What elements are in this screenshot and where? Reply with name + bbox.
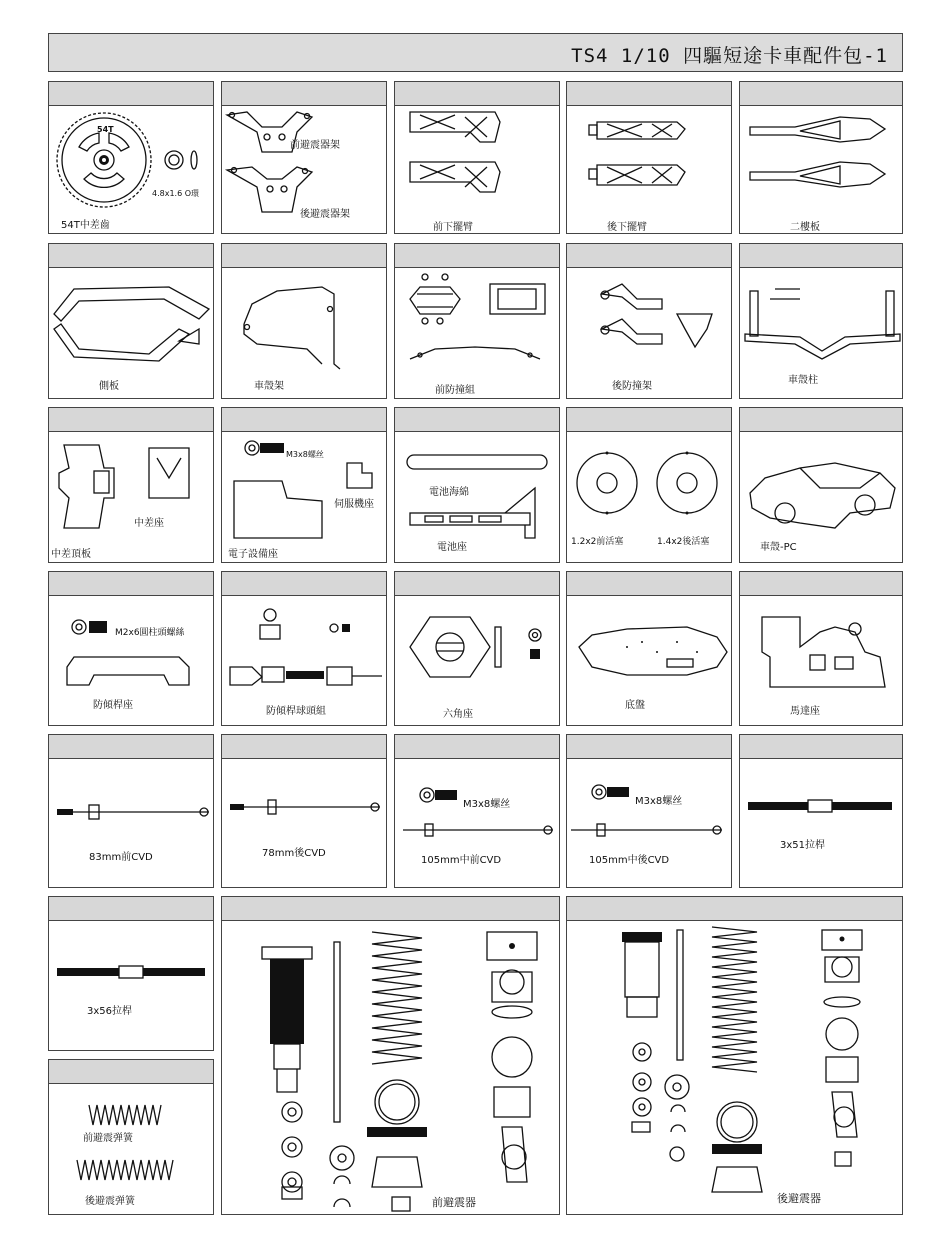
part-label: 底盤	[625, 700, 645, 711]
cvd-drawing	[49, 760, 214, 888]
part-label: 中差頂板	[51, 549, 91, 560]
card-header	[395, 244, 559, 268]
part-label: 車殼柱	[788, 375, 818, 386]
part-label: 前避震弹簧	[83, 1133, 133, 1144]
card-header	[567, 572, 731, 596]
part-label: 馬達座	[790, 706, 820, 717]
part-card-rear-bumper	[566, 243, 732, 399]
part-label: M2x6圓柱頭螺絲	[115, 628, 185, 638]
front-arm-drawing	[395, 107, 560, 234]
part-label: 後下擺臂	[607, 222, 647, 233]
card-header	[567, 735, 731, 759]
part-label: M3x8螺丝	[635, 796, 683, 807]
part-card-electronics-mount	[221, 407, 387, 563]
cvd-drawing	[395, 760, 560, 888]
center-diff-drawing	[49, 433, 214, 563]
card-header	[49, 897, 213, 921]
body-mount-drawing	[222, 269, 387, 399]
part-label: 六角座	[443, 709, 473, 720]
part-card-shock-towers	[221, 81, 387, 234]
part-label: 54T中差齒	[61, 220, 110, 231]
part-card-side-plates	[48, 243, 214, 399]
part-card-front-arms	[394, 81, 560, 234]
top-deck-drawing	[740, 107, 903, 234]
card-header	[567, 82, 731, 106]
part-card-front-bumper	[394, 243, 560, 399]
part-card-54t-gear	[48, 81, 214, 234]
page-title: TS4 1/10 四驅短途卡車配件包-1	[571, 45, 888, 67]
part-card-motor-mount	[739, 571, 903, 726]
part-card-105mm-center-front-cvd	[394, 734, 560, 888]
rear-arm-drawing	[567, 107, 732, 234]
part-label: 二樓板	[790, 222, 820, 233]
card-header	[395, 82, 559, 106]
part-label: 後防撞架	[612, 381, 652, 392]
card-header	[49, 572, 213, 596]
part-label: 1.2x2前活塞	[571, 537, 624, 547]
tie-rod-drawing	[740, 760, 903, 888]
hex-hub-drawing	[395, 597, 560, 726]
part-card-78mm-rear-cvd	[221, 734, 387, 888]
part-label: 105mm中前CVD	[421, 855, 502, 866]
part-card-body-posts	[739, 243, 903, 399]
part-label: 中差座	[134, 518, 164, 529]
part-label: 前避震器架	[290, 140, 340, 151]
card-header	[49, 1060, 213, 1084]
card-header	[567, 244, 731, 268]
part-label: 105mm中後CVD	[589, 855, 670, 866]
part-card-chassis	[566, 571, 732, 726]
card-header	[222, 82, 386, 106]
card-header	[222, 572, 386, 596]
part-card-top-deck	[739, 81, 903, 234]
cvd-drawing	[567, 760, 732, 888]
part-label: 1.4x2後活塞	[657, 537, 710, 547]
part-label: 車殼-PC	[760, 542, 797, 553]
part-label: 3x56拉桿	[87, 1006, 133, 1017]
gear-text: 54T	[97, 125, 114, 134]
part-label: 前避震器	[432, 1196, 476, 1209]
part-label: 4.8x1.6 O環	[152, 189, 200, 198]
part-card-hex-hub	[394, 571, 560, 726]
gear-drawing	[49, 107, 214, 234]
part-card-sway-bar-ball	[221, 571, 387, 726]
card-header	[49, 408, 213, 432]
part-card-body-mount	[221, 243, 387, 399]
card-header	[567, 897, 902, 921]
side-plate-drawing	[49, 269, 214, 399]
part-label: 78mm後CVD	[262, 848, 326, 859]
part-label: 車殼架	[254, 381, 284, 392]
card-header	[395, 408, 559, 432]
card-header	[222, 897, 559, 921]
tie-rod-drawing	[49, 922, 214, 1051]
part-label: 電子設備座	[228, 549, 278, 560]
rear-shock-drawing	[567, 922, 903, 1215]
card-header	[740, 244, 902, 268]
part-label: 防傾桿座	[93, 700, 133, 711]
part-label: 3x51拉桿	[780, 840, 826, 851]
part-card-sway-bar-mount	[48, 571, 214, 726]
part-card-center-diff-mount	[48, 407, 214, 563]
part-card-rear-arms	[566, 81, 732, 234]
part-card-rear-shock	[566, 896, 903, 1215]
card-header	[222, 244, 386, 268]
card-header	[222, 735, 386, 759]
part-card-battery-tray	[394, 407, 560, 563]
part-label: 83mm前CVD	[89, 852, 153, 863]
battery-tray-drawing	[395, 433, 560, 563]
part-label: M3x8螺丝	[463, 799, 511, 810]
part-label: 電池海綿	[429, 487, 469, 498]
part-card-front-shock	[221, 896, 560, 1215]
part-label: 伺服機座	[334, 499, 374, 510]
card-header	[395, 572, 559, 596]
part-card-83mm-front-cvd	[48, 734, 214, 888]
card-header	[567, 408, 731, 432]
part-label: 前下擺臂	[433, 222, 473, 233]
part-card-springs	[48, 1059, 214, 1215]
part-card-3x51-tie-rod	[739, 734, 903, 888]
part-card-pistons	[566, 407, 732, 563]
card-header	[740, 408, 902, 432]
title-bar	[48, 33, 903, 72]
part-label: 防傾桿球頭組	[266, 706, 326, 717]
part-card-3x56-tie-rod	[48, 896, 214, 1051]
front-bumper-drawing	[395, 269, 560, 399]
card-header	[49, 244, 213, 268]
part-label: 側板	[99, 381, 119, 392]
part-card-body-shell	[739, 407, 903, 563]
rear-bumper-drawing	[567, 269, 732, 399]
card-header	[49, 82, 213, 106]
part-label: 後避震器架	[300, 209, 350, 220]
front-shock-drawing	[222, 922, 560, 1215]
part-label: 前防撞組	[435, 385, 475, 396]
card-header	[222, 408, 386, 432]
part-label: 電池座	[437, 542, 467, 553]
part-label: 後避震器	[777, 1192, 821, 1205]
card-header	[740, 572, 902, 596]
chassis-drawing	[567, 597, 732, 726]
card-header	[49, 735, 213, 759]
motor-mount-drawing	[740, 597, 903, 726]
part-card-105mm-center-rear-cvd	[566, 734, 732, 888]
body-post-drawing	[740, 269, 903, 399]
cvd-drawing	[222, 760, 387, 888]
part-label: 後避震弹簧	[85, 1196, 135, 1207]
card-header	[740, 735, 902, 759]
card-header	[740, 82, 902, 106]
part-label: M3x8螺丝	[286, 450, 324, 459]
card-header	[395, 735, 559, 759]
